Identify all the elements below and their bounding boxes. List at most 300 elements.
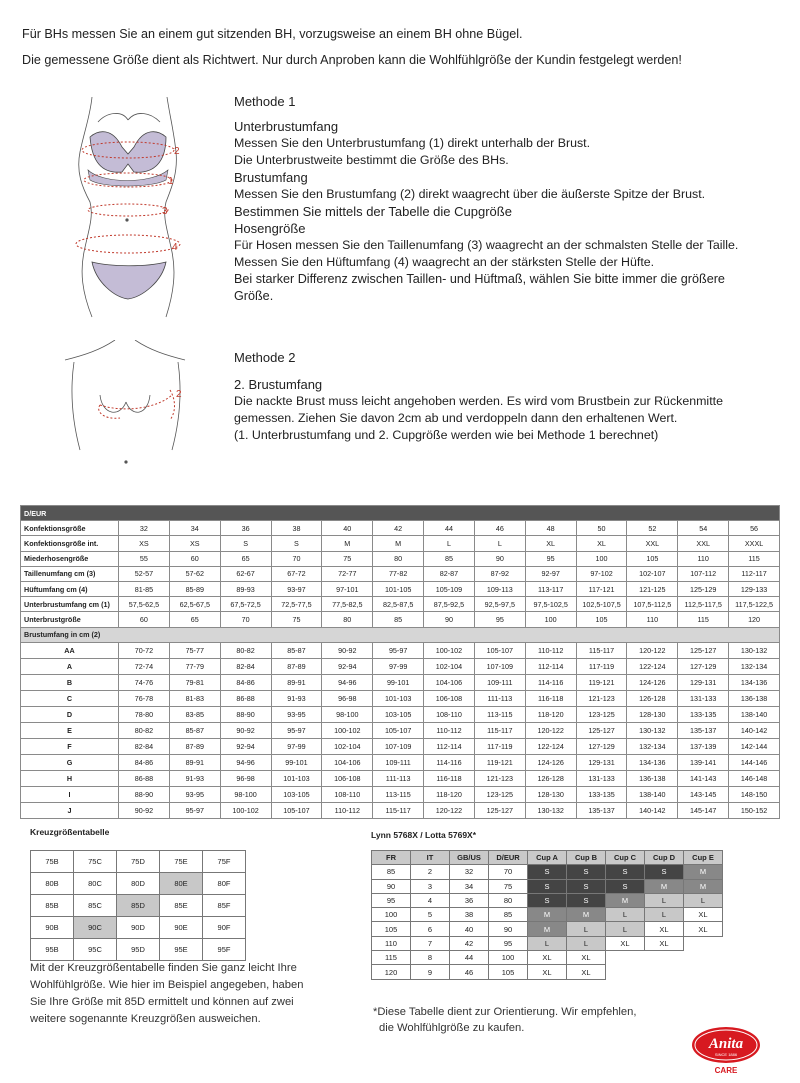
table-cell: L — [474, 536, 525, 551]
table-cell: 128-130 — [627, 706, 678, 722]
table-cell: 95 — [474, 612, 525, 627]
lynn-cell: 6 — [411, 922, 450, 936]
cup-label: C — [21, 690, 119, 706]
lynn-cell: 2 — [411, 865, 450, 879]
kreuz-row — [31, 873, 246, 895]
lynn-header-cell: Cup D — [645, 851, 684, 865]
table-cell: 117-119 — [474, 738, 525, 754]
table-cell: 67-72 — [271, 566, 322, 581]
table-cell: 112-114 — [424, 738, 475, 754]
lynn-cell: S — [528, 879, 567, 893]
table-cell: 97-102 — [576, 566, 627, 581]
table-cell: 67,5-72,5 — [220, 597, 271, 612]
kreuz-cell: 95E — [160, 939, 203, 961]
cup-row — [21, 658, 780, 674]
lynn-cell — [606, 965, 645, 979]
table-cell: 82-84 — [220, 658, 271, 674]
kreuz-title: Kreuzgrößentabelle — [30, 827, 110, 837]
table-cell: 77-79 — [169, 658, 220, 674]
lynn-cell: 7 — [411, 936, 450, 950]
table-cell: 138-140 — [729, 706, 780, 722]
table-cell: 85 — [424, 551, 475, 566]
table-cell: 133-135 — [678, 706, 729, 722]
lynn-cell: XL — [567, 965, 606, 979]
lynn-cell: 105 — [372, 922, 411, 936]
table-cell: 36 — [220, 521, 271, 536]
table-cell: 121-123 — [576, 690, 627, 706]
lynn-row — [372, 908, 723, 922]
figure-1-label-4: 4 — [172, 242, 178, 253]
table-cell: 70-72 — [119, 642, 170, 658]
table-cell: 135-137 — [576, 802, 627, 818]
table-cell: 90 — [474, 551, 525, 566]
body-figure-method-2 — [60, 340, 190, 475]
table-cell: 136-138 — [627, 770, 678, 786]
kreuz-cell: 75E — [160, 851, 203, 873]
table-cell: 80-82 — [220, 642, 271, 658]
table-cell: 97-99 — [271, 738, 322, 754]
table-cell: 40 — [322, 521, 373, 536]
lynn-cell: XL — [684, 908, 723, 922]
lynn-cell: 105 — [489, 965, 528, 979]
table-cell: 81-85 — [119, 581, 170, 596]
lynn-header-cell: D/EUR — [489, 851, 528, 865]
lynn-cell: S — [567, 879, 606, 893]
table-cell: 105-107 — [373, 722, 424, 738]
table-cell: 140-142 — [729, 722, 780, 738]
lynn-row — [372, 922, 723, 936]
logo-care: CARE — [714, 1066, 738, 1075]
table-cell: 113-117 — [525, 581, 576, 596]
table-cell: 62,5-67,5 — [169, 597, 220, 612]
kreuz-cell: 75C — [74, 851, 117, 873]
table-cell: 100 — [576, 551, 627, 566]
table-cell: 42 — [373, 521, 424, 536]
lynn-cell: 5 — [411, 908, 450, 922]
lynn-cell: L — [567, 922, 606, 936]
table-cell: 107-109 — [373, 738, 424, 754]
table-cell: XXL — [678, 536, 729, 551]
lynn-cell: M — [606, 893, 645, 907]
table-cell: 78-80 — [119, 706, 170, 722]
figure-1-label-2: 2 — [174, 146, 180, 157]
table-cell: 129-133 — [729, 581, 780, 596]
method-1-line: Messen Sie den Brustumfang (2) direkt waagrecht über die äußerste Spitze der Brust. — [234, 187, 706, 201]
table-cell: 106-108 — [322, 770, 373, 786]
kreuz-cell: 75F — [203, 851, 246, 873]
table-cell: 85-89 — [169, 581, 220, 596]
table-cell: 143-145 — [678, 786, 729, 802]
kreuz-cell: 85B — [31, 895, 74, 917]
table-cell: 97-99 — [373, 658, 424, 674]
table-cell: 129-131 — [576, 754, 627, 770]
kreuz-cell: 75D — [117, 851, 160, 873]
table-cell: 82-84 — [119, 738, 170, 754]
cup-row — [21, 802, 780, 818]
table-cell: 110-112 — [322, 802, 373, 818]
lynn-cell — [606, 951, 645, 965]
table-cell: 116-118 — [525, 690, 576, 706]
table-cell: 105-109 — [424, 581, 475, 596]
table-cell: 124-126 — [525, 754, 576, 770]
lynn-cell: XL — [567, 951, 606, 965]
table-cell: 92-94 — [322, 658, 373, 674]
lynn-cell: XL — [528, 965, 567, 979]
table-cell: 95-97 — [169, 802, 220, 818]
table-cell: 137-139 — [678, 738, 729, 754]
table-cell: 101-105 — [373, 581, 424, 596]
table-cell: 80 — [373, 551, 424, 566]
table-cell: 83-85 — [169, 706, 220, 722]
kreuz-cell: 80F — [203, 873, 246, 895]
kreuz-cell: 90C — [74, 917, 117, 939]
table-cell: 132-134 — [627, 738, 678, 754]
table-cell: 114-116 — [424, 754, 475, 770]
table-cell: 129-131 — [678, 674, 729, 690]
table-cell: 134-136 — [627, 754, 678, 770]
table-cell: 126-128 — [525, 770, 576, 786]
table-cell: 138-140 — [627, 786, 678, 802]
lynn-cell: 34 — [450, 879, 489, 893]
lynn-cell: 70 — [489, 865, 528, 879]
lynn-cell: 3 — [411, 879, 450, 893]
row-label: Unterbrustgröße — [21, 612, 119, 627]
table-cell: 87-89 — [169, 738, 220, 754]
table-cell: 128-130 — [525, 786, 576, 802]
lynn-cell: 9 — [411, 965, 450, 979]
table-cell: 99-101 — [271, 754, 322, 770]
size-table-row — [21, 612, 780, 627]
table-cell: 86-88 — [220, 690, 271, 706]
kreuz-cell: 90E — [160, 917, 203, 939]
table-cell: 85 — [373, 612, 424, 627]
kreuz-text-line: Sie Ihre Größe mit 85D ermittelt und können auf zwei — [30, 996, 294, 1008]
cup-row — [21, 754, 780, 770]
table-cell: 92,5-97,5 — [474, 597, 525, 612]
table-cell: 96-98 — [220, 770, 271, 786]
table-cell: 93-95 — [169, 786, 220, 802]
kreuz-cell: 80B — [31, 873, 74, 895]
lynn-note — [373, 1004, 636, 1036]
table-cell: 85-87 — [271, 642, 322, 658]
table-cell: 102-104 — [322, 738, 373, 754]
table-cell: 103-105 — [373, 706, 424, 722]
lynn-cell: L — [684, 893, 723, 907]
cup-section-label: Brustumfang in cm (2) — [21, 627, 780, 642]
table-cell: M — [322, 536, 373, 551]
table-cell: XL — [576, 536, 627, 551]
table-cell: 112-117 — [729, 566, 780, 581]
table-cell: 98-100 — [220, 786, 271, 802]
kreuz-cell: 90B — [31, 917, 74, 939]
table-cell: 139-141 — [678, 754, 729, 770]
lynn-table — [371, 850, 723, 980]
method-1-cup-note: Bestimmen Sie mittels der Tabelle die Cupgröße — [234, 204, 512, 219]
table-cell: 114-116 — [525, 674, 576, 690]
lynn-row — [372, 965, 723, 979]
table-cell: L — [424, 536, 475, 551]
lynn-cell: XL — [645, 936, 684, 950]
cup-label: G — [21, 754, 119, 770]
table-cell: 113-115 — [474, 706, 525, 722]
cup-row — [21, 786, 780, 802]
size-table-row — [21, 597, 780, 612]
table-cell: 87-92 — [474, 566, 525, 581]
table-cell: 55 — [119, 551, 170, 566]
table-cell: 101-103 — [271, 770, 322, 786]
table-cell: 75-77 — [169, 642, 220, 658]
lynn-note-line: die Wohlfühlgröße zu kaufen. — [379, 1022, 525, 1034]
kreuz-row — [31, 917, 246, 939]
kreuz-cell: 85C — [74, 895, 117, 917]
table-cell: 62-67 — [220, 566, 271, 581]
cup-label: E — [21, 722, 119, 738]
table-cell: 72-74 — [119, 658, 170, 674]
lynn-header-cell: GB/US — [450, 851, 489, 865]
cup-label: F — [21, 738, 119, 754]
table-cell: 135-137 — [678, 722, 729, 738]
table-cell: 89-93 — [220, 581, 271, 596]
kreuz-cell: 95D — [117, 939, 160, 961]
table-cell: 96-98 — [322, 690, 373, 706]
lynn-cell — [645, 965, 684, 979]
table-cell: 106-108 — [424, 690, 475, 706]
table-cell: 118-120 — [525, 706, 576, 722]
kreuz-cell: 85D — [117, 895, 160, 917]
row-label: Konfektionsgröße — [21, 521, 119, 536]
table-cell: 120 — [729, 612, 780, 627]
table-cell: 136-138 — [729, 690, 780, 706]
table-cell: 115-117 — [576, 642, 627, 658]
table-cell: 52-57 — [119, 566, 170, 581]
lynn-cell: 95 — [489, 936, 528, 950]
table-cell: 110 — [627, 612, 678, 627]
table-cell: 108-110 — [322, 786, 373, 802]
figure-1-label-1: 1 — [168, 176, 174, 187]
lynn-header-cell: Cup A — [528, 851, 567, 865]
table-cell: 90-92 — [119, 802, 170, 818]
row-label: Konfektionsgröße int. — [21, 536, 119, 551]
lynn-cell: L — [645, 893, 684, 907]
table-cell: 89-91 — [271, 674, 322, 690]
lynn-cell: 75 — [489, 879, 528, 893]
table-cell: 100 — [525, 612, 576, 627]
table-cell: 100-102 — [322, 722, 373, 738]
table-cell: 65 — [220, 551, 271, 566]
table-cell: 146-148 — [729, 770, 780, 786]
table-cell: 100-102 — [424, 642, 475, 658]
table-cell: 122-124 — [627, 658, 678, 674]
table-cell: 44 — [424, 521, 475, 536]
table-cell: 86-88 — [119, 770, 170, 786]
table-cell: 50 — [576, 521, 627, 536]
table-cell: 84-86 — [119, 754, 170, 770]
cup-row — [21, 706, 780, 722]
table-cell: 101-103 — [373, 690, 424, 706]
table-cell: 133-135 — [576, 786, 627, 802]
table-cell: 111-113 — [373, 770, 424, 786]
method-2-line: gemessen. Ziehen Sie davon 2cm ab und verdoppeln dann den erhaltenen Wert. — [234, 411, 678, 425]
kreuz-cell: 90D — [117, 917, 160, 939]
method-2 — [234, 349, 779, 444]
cup-row — [21, 738, 780, 754]
lynn-row — [372, 951, 723, 965]
table-cell: 46 — [474, 521, 525, 536]
figure-1-label-3: 3 — [162, 206, 168, 217]
lynn-title: Lynn 5768X / Lotta 5769X* — [371, 830, 477, 840]
row-label: Hüftumfang cm (4) — [21, 581, 119, 596]
table-cell: 150-152 — [729, 802, 780, 818]
table-cell: 70 — [271, 551, 322, 566]
table-cell: 116-118 — [424, 770, 475, 786]
size-table-row — [21, 581, 780, 596]
lynn-cell: 95 — [372, 893, 411, 907]
table-cell: 77-82 — [373, 566, 424, 581]
method-1-line: Die Unterbrustweite bestimmt die Größe des BHs. — [234, 153, 509, 167]
kreuz-cell: 75B — [31, 851, 74, 873]
lynn-cell: M — [567, 908, 606, 922]
table-cell: 119-121 — [576, 674, 627, 690]
kreuz-text-line: weitere sogenannte Kreuzgrößen ausweichen. — [30, 1013, 261, 1025]
table-cell: 85-87 — [169, 722, 220, 738]
lynn-cell: L — [567, 936, 606, 950]
kreuz-row — [31, 895, 246, 917]
table-cell: XS — [169, 536, 220, 551]
table-cell: 91-93 — [169, 770, 220, 786]
table-cell: 103-105 — [271, 786, 322, 802]
table-cell: 115-117 — [474, 722, 525, 738]
kreuz-cell: 95F — [203, 939, 246, 961]
method-2-line: (1. Unterbrustumfang und 2. Cupgröße werden wie bei Methode 1 berechnet) — [234, 428, 659, 442]
lynn-cell: M — [528, 922, 567, 936]
method-2-section-title: 2. Brustumfang — [234, 377, 323, 392]
table-cell: 93-95 — [271, 706, 322, 722]
kreuz-cell: 80C — [74, 873, 117, 895]
lynn-header-cell: FR — [372, 851, 411, 865]
kreuz-row — [31, 939, 246, 961]
method-2-line: Die nackte Brust muss leicht angehoben werden. Es wird vom Brustbein zur Rückenmitte — [234, 394, 723, 408]
kreuz-cell: 85F — [203, 895, 246, 917]
table-cell: 52 — [627, 521, 678, 536]
lynn-cell: S — [567, 893, 606, 907]
table-cell: 125-129 — [678, 581, 729, 596]
table-cell: 95 — [525, 551, 576, 566]
table-cell: 144-146 — [729, 754, 780, 770]
table-cell: 102,5-107,5 — [576, 597, 627, 612]
table-cell: 82-87 — [424, 566, 475, 581]
lynn-header-cell: IT — [411, 851, 450, 865]
logo-since: SINCE 1886 — [714, 1052, 738, 1057]
lynn-cell: 85 — [489, 908, 528, 922]
table-cell: 38 — [271, 521, 322, 536]
kreuz-cell: 95C — [74, 939, 117, 961]
size-table-row — [21, 551, 780, 566]
table-cell: 130-132 — [627, 722, 678, 738]
lynn-row — [372, 879, 723, 893]
table-cell: 130-132 — [729, 642, 780, 658]
table-cell: 57,5-62,5 — [119, 597, 170, 612]
table-cell: 127-129 — [576, 738, 627, 754]
table-cell: 48 — [525, 521, 576, 536]
table-cell: 72-77 — [322, 566, 373, 581]
cup-row — [21, 642, 780, 658]
lynn-cell: 40 — [450, 922, 489, 936]
table-cell: 95-97 — [271, 722, 322, 738]
table-cell: 97-101 — [322, 581, 373, 596]
table-cell: 117,5-122,5 — [729, 597, 780, 612]
lynn-cell: 38 — [450, 908, 489, 922]
intro-line-1: Für BHs messen Sie an einem gut sitzenden BH, vorzugsweise an einem BH ohne Bügel. — [22, 27, 523, 41]
lynn-cell: L — [528, 936, 567, 950]
table-cell: 110-112 — [525, 642, 576, 658]
table-cell: 125-127 — [678, 642, 729, 658]
table-cell: 105 — [576, 612, 627, 627]
table-cell: 32 — [119, 521, 170, 536]
table-cell: 117-119 — [576, 658, 627, 674]
table-cell: 93-97 — [271, 581, 322, 596]
lynn-cell: S — [645, 865, 684, 879]
table-cell: 102-104 — [424, 658, 475, 674]
cup-row — [21, 674, 780, 690]
intro-line-2: Die gemessene Größe dient als Richtwert. Nur durch Anproben kann die Wohlfühlgröße der Kundin festgelegt werden! — [22, 53, 682, 67]
table-cell: 141-143 — [678, 770, 729, 786]
table-cell: 79-81 — [169, 674, 220, 690]
anita-logo — [690, 1025, 762, 1075]
lynn-cell: M — [528, 908, 567, 922]
lynn-cell: 120 — [372, 965, 411, 979]
table-cell: 124-126 — [627, 674, 678, 690]
size-table — [20, 505, 780, 819]
table-cell: 134-136 — [729, 674, 780, 690]
size-table-region-row — [21, 506, 780, 521]
lynn-row — [372, 865, 723, 879]
table-cell: 145-147 — [678, 802, 729, 818]
kreuz-cell: 85E — [160, 895, 203, 917]
table-cell: XL — [525, 536, 576, 551]
lynn-cell: M — [684, 865, 723, 879]
table-cell: 125-127 — [474, 802, 525, 818]
table-cell: 54 — [678, 521, 729, 536]
lynn-cell: S — [528, 893, 567, 907]
lynn-cell: S — [606, 865, 645, 879]
table-cell: 102-107 — [627, 566, 678, 581]
table-cell: 77,5-82,5 — [322, 597, 373, 612]
table-cell: 107-109 — [474, 658, 525, 674]
cup-row — [21, 770, 780, 786]
table-cell: 87-89 — [271, 658, 322, 674]
table-cell: 131-133 — [576, 770, 627, 786]
table-cell: 90-92 — [322, 642, 373, 658]
lynn-row — [372, 936, 723, 950]
method-1 — [234, 93, 779, 305]
table-cell: 115 — [678, 612, 729, 627]
lynn-header-cell: Cup E — [684, 851, 723, 865]
lynn-cell — [684, 936, 723, 950]
kreuz-row — [31, 851, 246, 873]
size-table-row — [21, 566, 780, 581]
table-cell: 119-121 — [474, 754, 525, 770]
table-cell: 123-125 — [576, 706, 627, 722]
table-cell: 125-127 — [576, 722, 627, 738]
table-cell: 105 — [627, 551, 678, 566]
table-cell: 113-115 — [373, 786, 424, 802]
lynn-cell: M — [684, 879, 723, 893]
table-cell: 105-107 — [271, 802, 322, 818]
lynn-cell: 46 — [450, 965, 489, 979]
table-cell: 99-101 — [373, 674, 424, 690]
table-cell: 97,5-102,5 — [525, 597, 576, 612]
size-table-row — [21, 521, 780, 536]
